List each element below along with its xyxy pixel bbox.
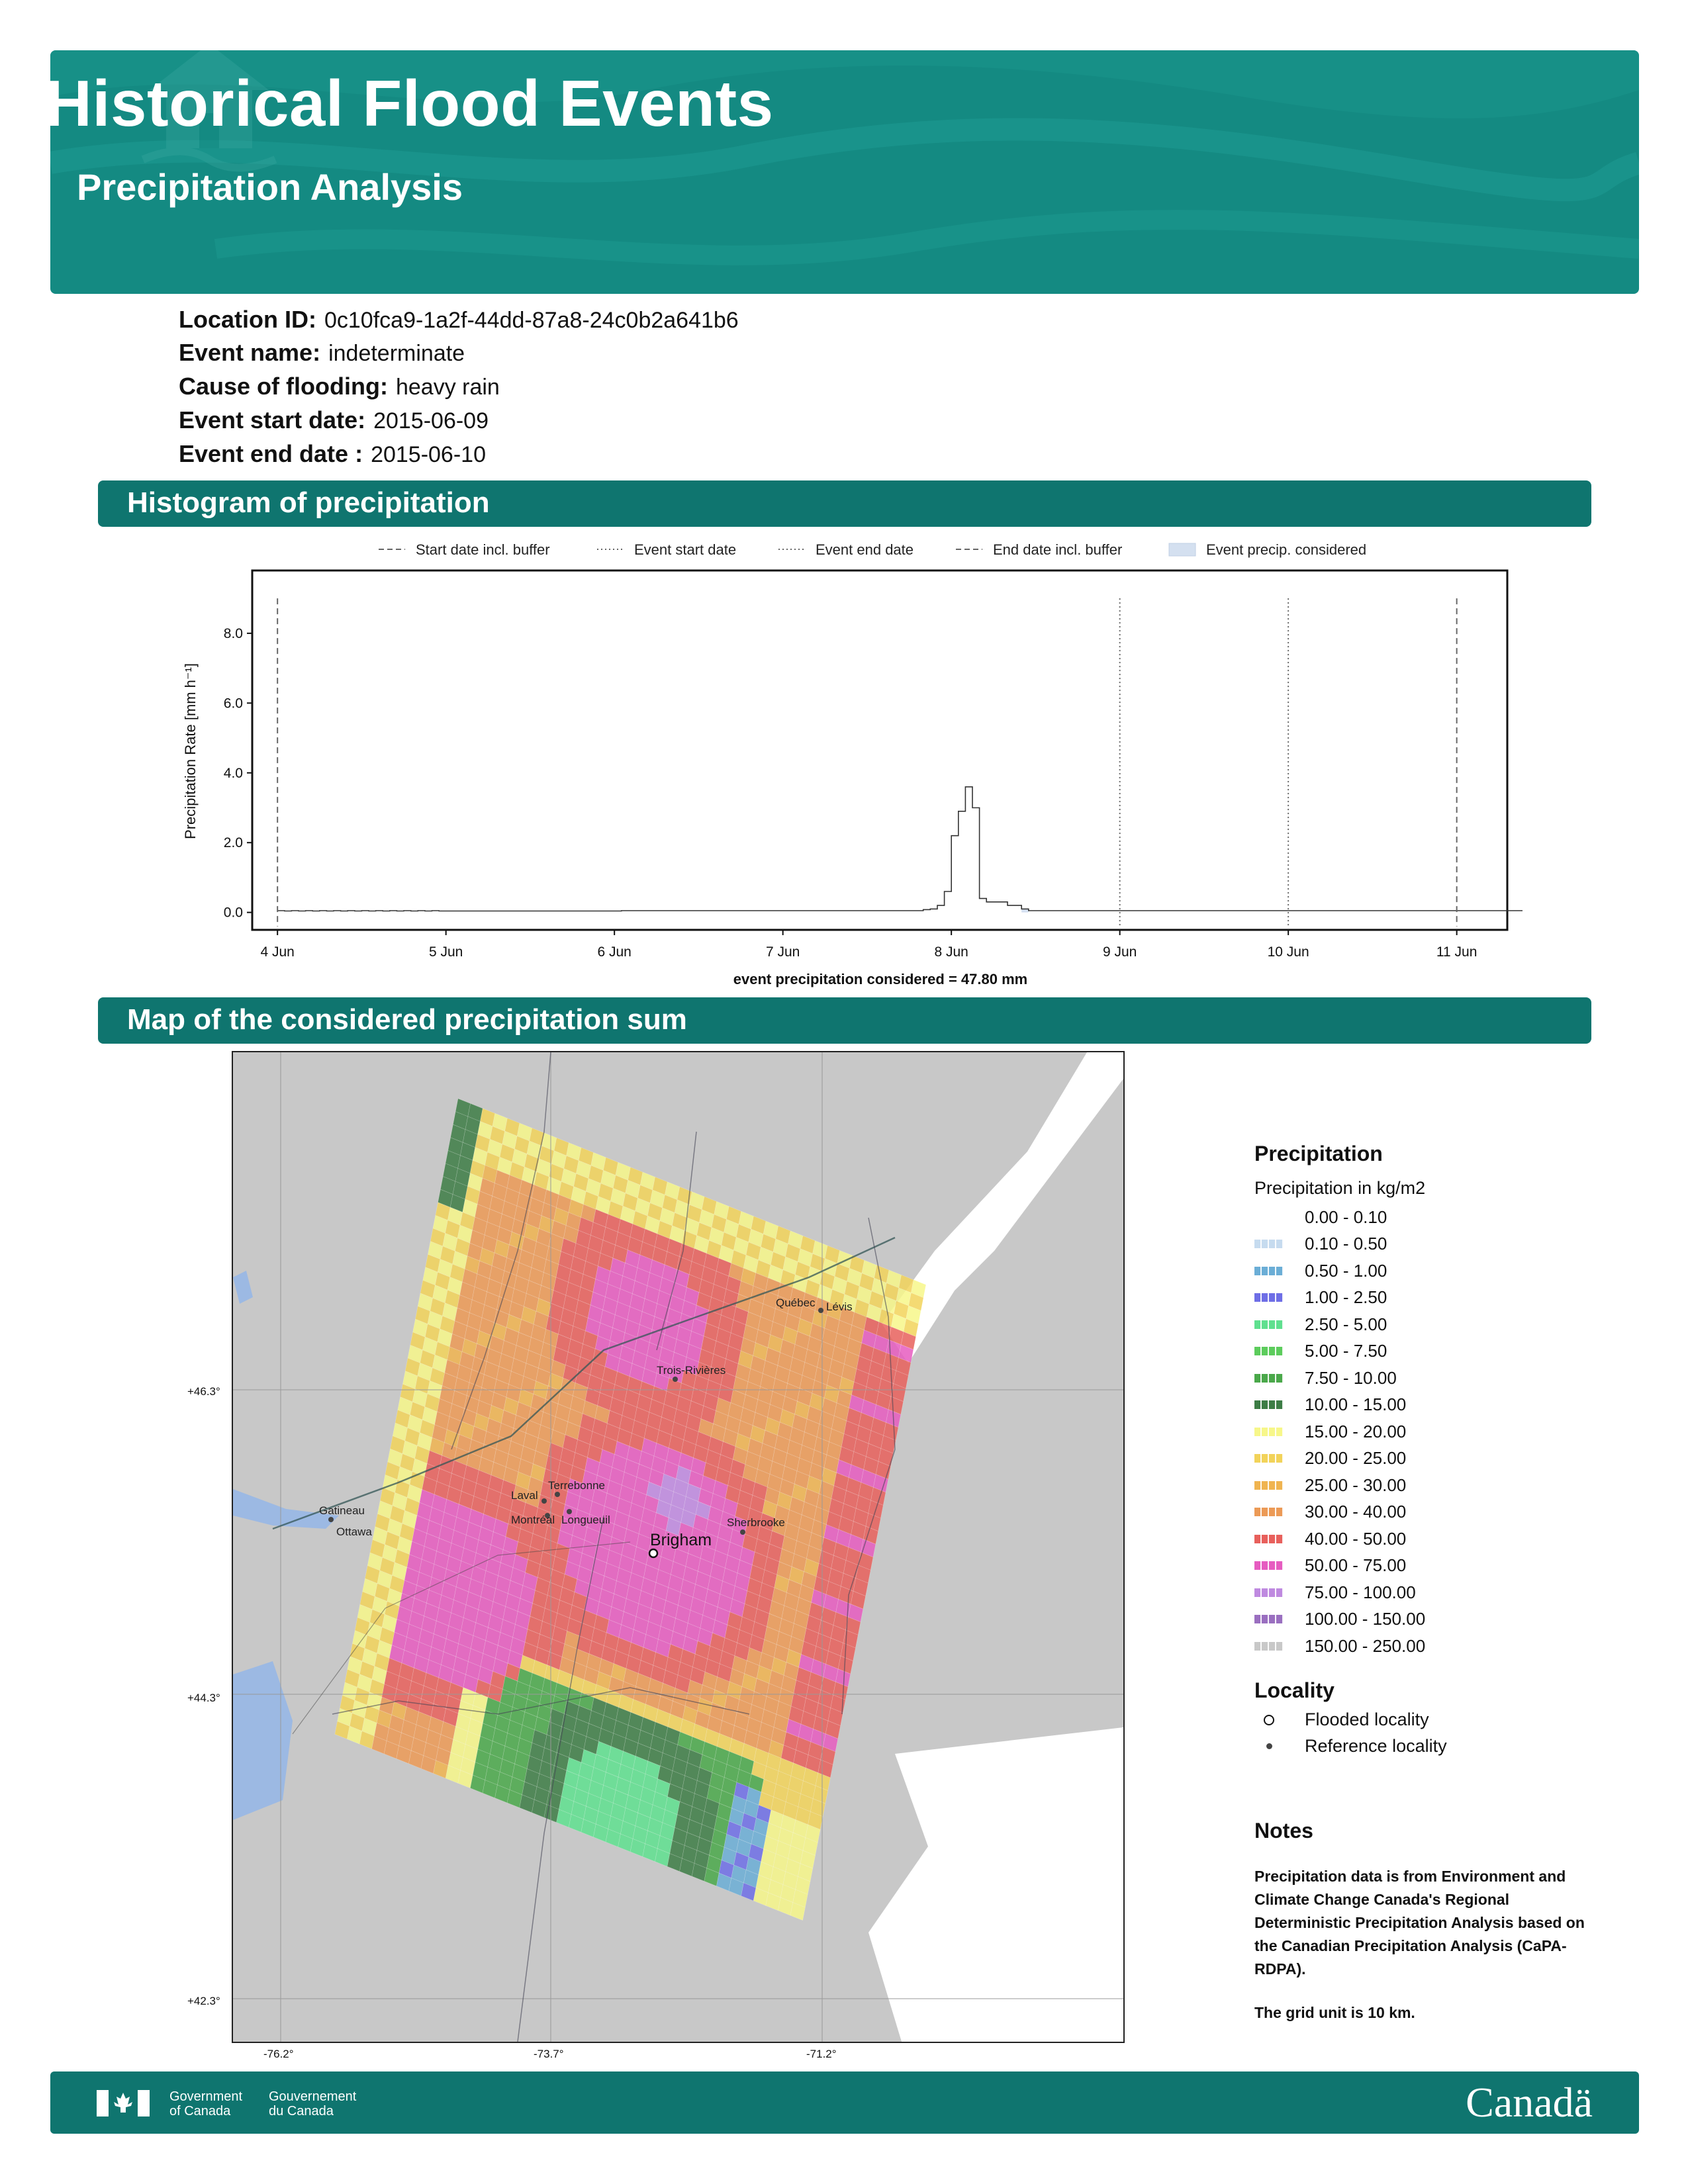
canada-flag-icon bbox=[97, 2090, 150, 2116]
y-tick-label: 0.0 bbox=[223, 905, 243, 921]
reference-dot-icon bbox=[1266, 1743, 1272, 1749]
chart-legend bbox=[379, 541, 1366, 558]
flooded-locality-marker bbox=[649, 1549, 657, 1557]
legend-class-row bbox=[1254, 1365, 1625, 1392]
lake-ontario bbox=[233, 1661, 293, 1820]
reference-locality-dot bbox=[541, 1498, 547, 1504]
legend-swatch bbox=[1254, 1293, 1284, 1302]
legend-swatch bbox=[1254, 1561, 1284, 1570]
flooded-marker-icon bbox=[1264, 1715, 1274, 1725]
legend-classes bbox=[1254, 1204, 1625, 1660]
legend-class-row bbox=[1254, 1204, 1625, 1231]
notes-grid-unit: The grid unit is 10 km. bbox=[1254, 2004, 1415, 2021]
precip-step-line bbox=[277, 598, 1523, 911]
legend-swatch bbox=[1254, 1400, 1284, 1409]
section-title: Histogram of precipitation bbox=[127, 486, 490, 519]
notes-text: Precipitation data is from Environment and Climate Change Canada's Regional Deterministic Precipitation Analysis based on the Canadian Precipitation Analysis (CaPA-RDPA). bbox=[1254, 1868, 1585, 1978]
precipitation-grid bbox=[335, 1099, 926, 1921]
event-name-row bbox=[179, 339, 465, 367]
reference-locality-dot bbox=[673, 1377, 678, 1382]
locality-title: Locality bbox=[1254, 1678, 1335, 1702]
legend-swatch bbox=[1254, 1535, 1284, 1543]
legend-class-row bbox=[1254, 1338, 1625, 1365]
lat-label: +46.3° bbox=[187, 1385, 220, 1398]
x-tick-label: 5 Jun bbox=[428, 944, 463, 960]
legend-class-row bbox=[1254, 1311, 1625, 1338]
legend-class-label: 2.50 - 5.00 bbox=[1305, 1314, 1387, 1334]
legend-class-label: 25.00 - 30.00 bbox=[1305, 1475, 1407, 1495]
legend-class-label: 40.00 - 50.00 bbox=[1305, 1528, 1407, 1549]
lake-patch bbox=[233, 1271, 253, 1304]
legend-swatch-event-precip bbox=[1169, 543, 1196, 556]
canada-wordmark: Canadä bbox=[1466, 2079, 1593, 2126]
atlantic-ocean bbox=[868, 1727, 1123, 2042]
histogram-section-header bbox=[98, 480, 1591, 527]
info-value: 2015-06-09 bbox=[373, 408, 489, 433]
legend-class-label: 30.00 - 40.00 bbox=[1305, 1502, 1407, 1522]
cause-row bbox=[179, 373, 500, 400]
info-label: Location ID: bbox=[179, 306, 316, 333]
x-tick-label: 8 Jun bbox=[934, 944, 968, 960]
legend-class-label: 15.00 - 20.00 bbox=[1305, 1421, 1407, 1441]
map-legend bbox=[1254, 1142, 1625, 1760]
legend-class-row bbox=[1254, 1392, 1625, 1419]
map-section-header bbox=[98, 997, 1591, 1044]
y-tick-label: 8.0 bbox=[223, 625, 243, 641]
locality-label: Flooded locality bbox=[1305, 1709, 1429, 1729]
page-title: Historical Flood Events bbox=[45, 67, 774, 140]
lon-label: -73.7° bbox=[534, 2048, 564, 2060]
legend-swatch bbox=[1254, 1267, 1284, 1275]
y-tick-label: 4.0 bbox=[223, 765, 243, 781]
legend-class-label: 100.00 - 150.00 bbox=[1305, 1609, 1426, 1629]
lat-label: +44.3° bbox=[187, 1692, 220, 1704]
y-tick-label: 2.0 bbox=[223, 835, 243, 851]
info-value: 2015-06-10 bbox=[371, 442, 486, 467]
legend-swatch bbox=[1254, 1428, 1284, 1436]
legend-class-row bbox=[1254, 1257, 1625, 1285]
legend-class-row bbox=[1254, 1633, 1625, 1660]
legend-class-row bbox=[1254, 1579, 1625, 1606]
precipitation-histogram bbox=[165, 529, 1523, 993]
legend-class-row bbox=[1254, 1499, 1625, 1526]
legend-class-row bbox=[1254, 1472, 1625, 1499]
plot-area bbox=[277, 598, 1523, 927]
x-axis-label: event precipitation considered = 47.80 mm bbox=[733, 971, 1028, 987]
city-label: Québec bbox=[776, 1297, 816, 1309]
reference-locality-dot bbox=[740, 1529, 745, 1535]
city-label: Longueuil bbox=[561, 1514, 610, 1526]
legend-class-label: 10.00 - 15.00 bbox=[1305, 1394, 1407, 1415]
legend-swatch bbox=[1254, 1588, 1284, 1597]
legend-swatch bbox=[1254, 1320, 1284, 1329]
legend-class-label: 20.00 - 25.00 bbox=[1305, 1448, 1407, 1469]
info-value: indeterminate bbox=[328, 341, 465, 366]
legend-subtitle: Precipitation in kg/m2 bbox=[1254, 1178, 1426, 1198]
legend-label: End date incl. buffer bbox=[993, 541, 1123, 558]
section-title: Map of the considered precipitation sum bbox=[127, 1003, 687, 1036]
end-date-row bbox=[179, 440, 486, 468]
city-label: Ottawa bbox=[336, 1525, 372, 1538]
legend-label: Start date incl. buffer bbox=[416, 541, 550, 558]
plot-frame bbox=[252, 570, 1507, 930]
info-label: Event end date : bbox=[179, 440, 363, 467]
x-tick-label: 6 Jun bbox=[597, 944, 632, 960]
reference-locality-dot bbox=[555, 1492, 560, 1497]
legend-class-label: 0.10 - 0.50 bbox=[1305, 1234, 1387, 1254]
legend-class-label: 0.00 - 0.10 bbox=[1305, 1206, 1387, 1227]
legend-swatch bbox=[1254, 1374, 1284, 1383]
legend-swatch bbox=[1254, 1615, 1284, 1623]
lon-label: -71.2° bbox=[806, 2048, 837, 2060]
lon-label: -76.2° bbox=[263, 2048, 294, 2060]
y-axis-label: Precipitation Rate [mm h⁻¹] bbox=[182, 663, 199, 839]
legend-label: Event start date bbox=[634, 541, 737, 558]
legend-swatch bbox=[1254, 1454, 1284, 1463]
city-label: Trois-Rivières bbox=[657, 1364, 726, 1377]
legend-class-label: 5.00 - 7.50 bbox=[1305, 1341, 1387, 1361]
city-label: Gatineau bbox=[319, 1504, 365, 1517]
info-value: heavy rain bbox=[395, 375, 500, 400]
legend-swatch bbox=[1254, 1240, 1284, 1248]
legend-swatch bbox=[1254, 1213, 1284, 1222]
info-label: Event name: bbox=[179, 339, 321, 366]
lat-label: +42.3° bbox=[187, 1995, 220, 2007]
legend-class-row bbox=[1254, 1445, 1625, 1473]
gov-fr: Gouvernement du Canada bbox=[269, 2089, 357, 2118]
legend-class-label: 7.50 - 10.00 bbox=[1305, 1367, 1397, 1388]
locality-label: Reference locality bbox=[1305, 1736, 1447, 1756]
legend-class-label: 50.00 - 75.00 bbox=[1305, 1555, 1407, 1576]
legend-class-row bbox=[1254, 1606, 1625, 1633]
precipitation-map bbox=[232, 1051, 1125, 2043]
legend-label: Event end date bbox=[816, 541, 914, 558]
start-date-row bbox=[179, 406, 489, 434]
legend-class-row bbox=[1254, 1553, 1625, 1580]
flooded-locality-label: Brigham bbox=[650, 1531, 712, 1549]
info-label: Event start date: bbox=[179, 406, 366, 433]
x-tick-label: 9 Jun bbox=[1102, 944, 1137, 960]
reference-locality-dot bbox=[818, 1308, 823, 1313]
x-tick-label: 11 Jun bbox=[1436, 944, 1477, 960]
legend-class-label: 0.50 - 1.00 bbox=[1305, 1260, 1387, 1281]
page-footer bbox=[50, 2071, 1639, 2134]
page-subtitle: Precipitation Analysis bbox=[77, 166, 463, 208]
legend-swatch bbox=[1254, 1642, 1284, 1651]
city-label: Lévis bbox=[826, 1300, 853, 1313]
reference-locality-dot bbox=[328, 1517, 334, 1522]
info-label: Cause of flooding: bbox=[179, 373, 388, 400]
city-label: Montréal bbox=[511, 1514, 555, 1526]
legend-class-row bbox=[1254, 1418, 1625, 1445]
axis-ticks bbox=[224, 626, 1477, 960]
legend-class-row bbox=[1254, 1525, 1625, 1553]
city-label: Terrebonne bbox=[548, 1479, 606, 1492]
legend-swatch bbox=[1254, 1347, 1284, 1355]
x-tick-label: 7 Jun bbox=[765, 944, 800, 960]
location-id-row bbox=[179, 306, 739, 334]
legend-swatch bbox=[1254, 1481, 1284, 1490]
legend-class-row bbox=[1254, 1231, 1625, 1258]
legend-swatch bbox=[1254, 1508, 1284, 1516]
map-canvas bbox=[233, 1052, 1123, 2042]
city-label: Laval bbox=[511, 1489, 538, 1502]
x-tick-label: 4 Jun bbox=[260, 944, 295, 960]
legend-class-label: 150.00 - 250.00 bbox=[1305, 1635, 1426, 1656]
legend-label: Event precip. considered bbox=[1206, 541, 1367, 558]
legend-reference-locality bbox=[1254, 1733, 1625, 1760]
legend-flooded-locality bbox=[1254, 1707, 1625, 1733]
legend-class-label: 1.00 - 2.50 bbox=[1305, 1287, 1387, 1308]
legend-class-row bbox=[1254, 1285, 1625, 1312]
y-tick-label: 6.0 bbox=[223, 696, 243, 711]
legend-title: Precipitation bbox=[1254, 1142, 1383, 1165]
gov-en: Government of Canada bbox=[169, 2089, 243, 2118]
notes-title: Notes bbox=[1254, 1819, 1313, 1843]
info-value: 0c10fca9-1a2f-44dd-87a8-24c0b2a641b6 bbox=[324, 308, 739, 333]
legend-class-label: 75.00 - 100.00 bbox=[1305, 1582, 1416, 1602]
city-label: Sherbrooke bbox=[727, 1516, 785, 1529]
x-tick-label: 10 Jun bbox=[1267, 944, 1309, 960]
